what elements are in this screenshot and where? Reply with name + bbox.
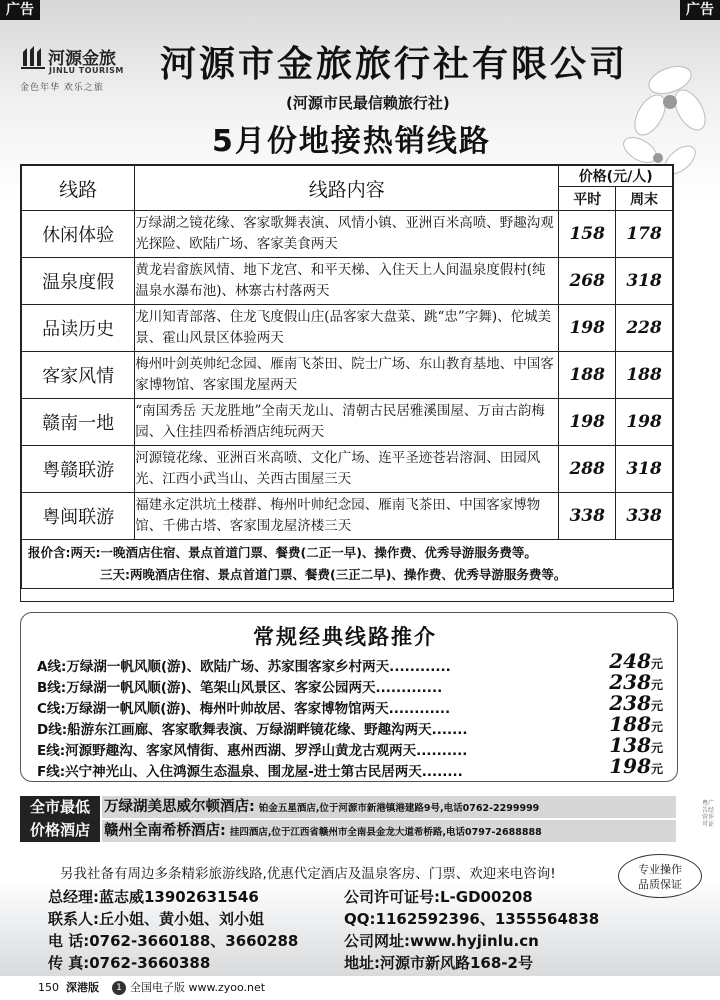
vertical-note: 粤广告经营许可证 [702,800,715,828]
hotel-detail: 挂四酒店,位于江西省赣州市全南县金龙大道希桥路,电话0797-2688888 [229,827,542,838]
price-value: 198 [609,754,651,778]
price-weekday: 338 [559,493,616,540]
classic-line-c: C线:万绿湖一帆风顺(游)、梅州叶帅故居、客家博物馆两天............ [37,701,451,717]
header-weekend: 周末 [616,187,673,211]
header-price: 价格(元/人) [559,166,673,187]
price-weekend: 228 [616,305,673,352]
route-name: 品读历史 [22,305,135,352]
classic-line-f: F线:兴宁神光山、入住鸿源生态温泉、围龙屋-进士第古民居两天........ [37,764,463,780]
contact-license: 公司许可证号:L-GD00208 [344,888,533,906]
page-footer [0,976,720,1000]
more-info-text: 另我社备有周边多条精彩旅游线路,优惠代定酒店及温泉客房、门票、欢迎来电咨询! [60,866,556,882]
route-content: 黄龙岩畲族风情、地下龙宫、和平天梯、入住天上人间温泉度假村(纯温泉水瀑布池)、林寨古村落两天 [135,258,559,305]
price-unit: 元 [650,741,663,755]
route-content: 龙川知青部落、住龙飞度假山庄(品客家大盘菜、跳“忠”字舞)、佗城美景、霍山风景区体验两天 [135,305,559,352]
price-unit: 元 [650,762,663,776]
price-weekday: 198 [559,305,616,352]
hotels-section [20,796,676,842]
route-name: 客家风情 [22,352,135,399]
ad-tag-right: 广告 [680,0,720,20]
price-value: 238 [609,691,651,715]
classic-routes-box [20,612,678,782]
price-weekend: 188 [616,352,673,399]
contact-manager: 总经理:蓝志威13902631546 [48,888,259,906]
hotel-detail: 铂金五星酒店,位于河源市新港镇港建路9号,电话0762-2299999 [258,803,540,814]
logo-name-cn: 河源金旅 [48,49,116,69]
header-route: 线路 [22,166,135,211]
main-title: 5月份地接热销线路 [212,124,491,159]
classic-line-a: A线:万绿湖一帆风顺(游)、欧陆广场、苏家围客家乡村两天............ [37,659,451,675]
company-logo [18,42,148,94]
logo-mark-icon [20,44,46,70]
classic-line-b: B线:万绿湖一帆风顺(游)、笔架山风景区、客家公园两天............. [37,680,443,696]
footer-website: 全国电子版 www.zyoo.net [130,981,266,994]
edition-badge-icon: 1 [112,981,126,995]
seal-line2: 品质保证 [638,878,682,891]
contact-fax: 传 真:0762-3660388 [48,954,211,972]
route-content: “南国秀岳 天龙胜地”全南天龙山、清朝古民居雅溪围屋、万亩古韵梅园、入住挂四希桥酒店纯玩两天 [135,399,559,446]
contact-address: 地址:河源市新风路168-2号 [344,954,533,972]
contact-phone: 电 话:0762-3660188、3660288 [48,932,299,950]
price-weekday: 198 [559,399,616,446]
route-table [20,164,674,602]
table-row [22,352,673,399]
price-unit: 元 [650,720,663,734]
hotel-name: 万绿湖美思威尔顿酒店: [104,799,255,815]
route-name: 休闲体验 [22,211,135,258]
note-three-day: 三天:两晚酒店住宿、景点首道门票、餐费(三正二早)、操作费、优秀导游服务费等。 [100,567,567,582]
price-includes-notes [22,540,673,589]
contact-qq: QQ:1162592396、1355564838 [344,910,600,928]
price-weekend: 338 [616,493,673,540]
price-value: 238 [609,670,651,694]
table-row [22,258,673,305]
table-row [22,446,673,493]
hotel-name: 赣州全南希桥酒店: [104,823,226,839]
route-name: 粤赣联游 [22,446,135,493]
price-unit: 元 [650,657,663,671]
logo-name-en: JINLU TOURISM [49,66,124,75]
route-content: 万绿湖之镜花缘、客家歌舞表演、风情小镇、亚洲百米高喷、野趣沟观光探险、欧陆广场、客家美食两天 [135,211,559,258]
route-content: 福建永定洪坑土楼群、梅州叶帅纪念园、雁南飞茶田、中国客家博物馆、千佛古塔、客家围龙屋济楼三天 [135,493,559,540]
classic-price-f [609,754,663,778]
hotel-label [20,796,100,842]
route-content: 河源镜花缘、亚洲百米高喷、文化广场、连平圣迹苍岩溶洞、田园风光、江西小武当山、关西古围屋三天 [135,446,559,493]
price-value: 138 [609,733,651,757]
table-row [22,305,673,352]
classic-title: 常规经典线路推介 [253,625,437,649]
ad-tag-left: 广告 [0,0,40,20]
contact-website: 公司网址:www.hyjinlu.cn [344,932,539,950]
quality-seal [618,854,702,898]
hotel-row [102,820,676,842]
price-weekend: 318 [616,258,673,305]
header-weekday: 平时 [559,187,616,211]
page-number: 150 [38,981,59,994]
table-row [22,211,673,258]
route-name: 温泉度假 [22,258,135,305]
price-weekday: 188 [559,352,616,399]
header-content: 线路内容 [135,166,559,211]
price-weekday: 268 [559,258,616,305]
hotel-label-line1: 全市最低 [29,798,90,816]
contact-persons: 联系人:丘小姐、黄小姐、刘小姐 [48,910,265,928]
note-two-day: 报价含:两天:一晚酒店住宿、景点首道门票、餐费(二正一早)、操作费、优秀导游服务费等。 [28,545,537,560]
classic-line-d: D线:船游东江画廊、客家歌舞表演、万绿湖畔镜花缘、野趣沟两天....... [37,722,468,738]
price-weekday: 158 [559,211,616,258]
hotel-row [102,796,676,818]
classic-line-e: E线:河源野趣沟、客家风情街、惠州西湖、罗浮山黄龙古观两天.......... [37,743,468,759]
price-weekend: 198 [616,399,673,446]
table-row [22,399,673,446]
price-unit: 元 [650,699,663,713]
price-weekday: 288 [559,446,616,493]
price-value: 248 [609,649,651,673]
route-content: 梅州叶剑英帅纪念园、雁南飞茶田、院士广场、东山教育基地、中国客家博物馆、客家围龙屋两天 [135,352,559,399]
company-subtitle: (河源市民最信赖旅行社) [286,94,450,112]
hotel-label-line2: 价格酒店 [29,821,90,839]
route-name: 粤闽联游 [22,493,135,540]
route-name: 赣南一地 [22,399,135,446]
price-weekend: 318 [616,446,673,493]
price-value: 188 [609,712,651,736]
table-row [22,493,673,540]
logo-slogan: 金色年华 欢乐之旅 [20,83,104,93]
price-weekend: 178 [616,211,673,258]
company-name: 河源市金旅旅行社有限公司 [160,44,629,85]
seal-line1: 专业操作 [638,863,682,876]
price-unit: 元 [650,678,663,692]
edition-label: 深港版 [66,981,99,994]
